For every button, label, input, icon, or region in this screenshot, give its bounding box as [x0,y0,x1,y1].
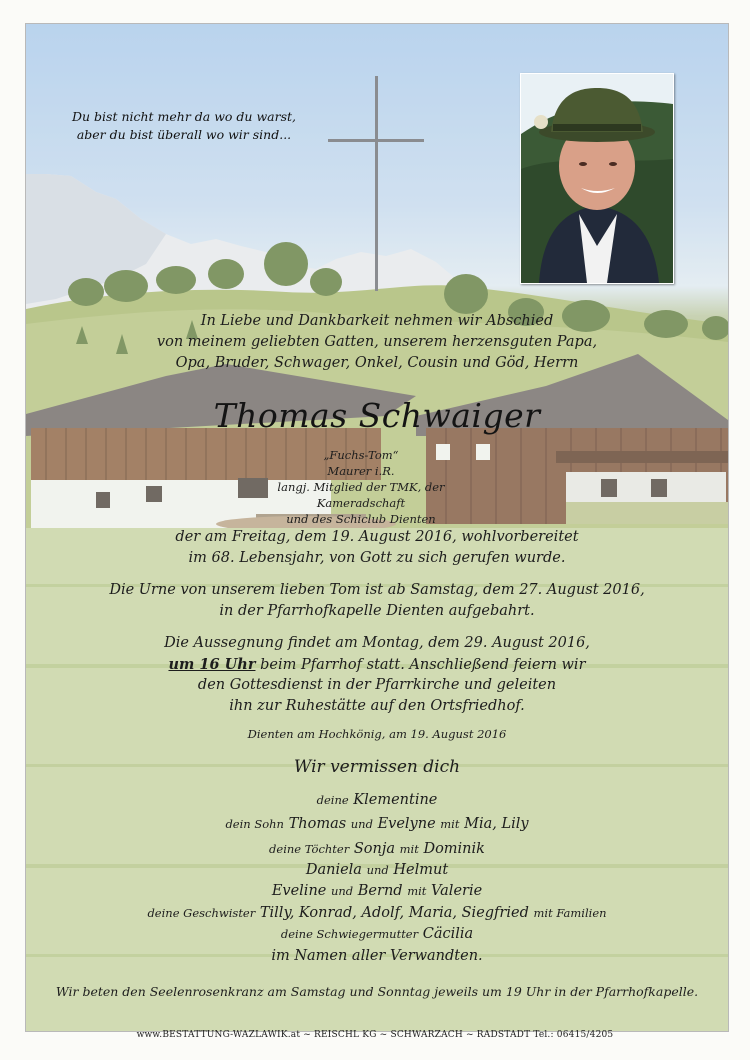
place-date: Dienten am Hochkönig, am 19. August 2016 [247,727,507,741]
family-son [26,816,728,832]
family-daughter-2 [26,862,728,878]
intro-line-1: In Liebe und Dankbarkeit nehmen wir Abschied [200,313,554,329]
ceremony-time: um 16 Uhr [168,656,256,673]
family-daughter-1 [26,841,728,857]
deceased-name: Thomas Schwaiger [213,396,541,435]
cross-icon [328,76,424,291]
ceremony-line-2-text: beim Pfarrhof statt. Anschließend feiern wir [255,657,586,673]
miss-heading: Wir vermissen dich [293,757,461,777]
death-line-2: im 68. Lebensjahr, von Gott zu sich gerufen wurde. [188,550,566,566]
membership-line-2: und des Schiclub Dienten [286,512,436,526]
nickname: „Fuchs-Tom“ [323,448,399,462]
ceremony-line-3: den Gottesdienst in der Pfarrkirche und geleiten [197,677,557,693]
mother-in-law-name: Cäcilia [422,926,474,942]
with-word: mit [399,842,419,856]
family-daughter-3 [26,883,728,899]
rosary-note: Wir beten den Seelenrosenkranz am Samstag und Sonntag jeweils um 19 Uhr in der Pfarrhofkapelle. [55,984,699,999]
with-word: mit [440,817,460,831]
ceremony-line-2 [26,656,728,673]
son-prefix: dein Sohn [225,817,284,831]
daughter-2-partner: Helmut [393,862,449,878]
mother-in-law-prefix: deine Schwiegermutter [280,927,419,941]
footer-contact: www.BESTATTUNG-WAZLAWIK.at ~ REISCHL KG ~ SCHWARZACH ~ RADSTADT Tel.: 06415/4205 [136,1030,614,1040]
memorial-quote [54,108,314,144]
with-word: mit [407,884,427,898]
portrait-photo [520,73,674,284]
obituary-card [25,23,729,1032]
family-siblings [26,905,728,921]
urn-line-1: Die Urne von unserem lieben Tom ist ab Samstag, dem 27. August 2016, [109,582,645,598]
wife-prefix: deine [316,793,349,807]
siblings-names: Tilly, Konrad, Adolf, Maria, Siegfried [259,905,529,921]
son-name: Thomas [288,816,347,832]
ceremony-line-1: Die Aussegnung findet am Montag, dem 29. August 2016, [164,635,590,651]
daughter-1-partner: Dominik [423,841,485,857]
daughter-3-partner: Bernd [357,883,403,899]
family-wife [26,792,728,808]
occupation: Maurer i.R. [327,464,395,478]
deceased-details [241,447,481,527]
intro-line-2: von meinem geliebten Gatten, unserem herzensguten Papa, [156,334,598,350]
death-line-1: der am Freitag, dem 19. August 2016, wohlvorbereitet [175,529,579,545]
family-mother-in-law [26,926,728,942]
daughters-prefix: deine Töchter [269,842,350,856]
quote-line-2: aber du bist überall wo wir sind... [76,127,292,142]
daughter-3: Eveline [271,883,327,899]
daughter-3-child: Valerie [431,883,483,899]
daughter-1: Sonja [353,841,395,857]
and-word: und [330,884,354,898]
wife-name: Klementine [353,792,438,808]
membership-line-1: langj. Mitglied der TMK, der Kameradschaft [277,480,445,510]
and-word: und [366,863,389,877]
ceremony-line-4: ihn zur Ruhestätte auf den Ortsfriedhof. [229,698,525,714]
son-children: Mia, Lily [464,816,529,832]
family-relatives: im Namen aller Verwandten. [271,948,483,964]
siblings-suffix: mit Familien [533,906,607,920]
quote-line-1: Du bist nicht mehr da wo du warst, [72,109,296,124]
urn-line-2: in der Pfarrhofkapelle Dienten aufgebahrt. [219,603,535,619]
daughter-2: Daniela [305,862,362,878]
siblings-prefix: deine Geschwister [147,906,256,920]
intro-line-3: Opa, Bruder, Schwager, Onkel, Cousin und Göd, Herrn [175,355,579,371]
and-word: und [350,817,373,831]
son-partner: Evelyne [377,816,436,832]
